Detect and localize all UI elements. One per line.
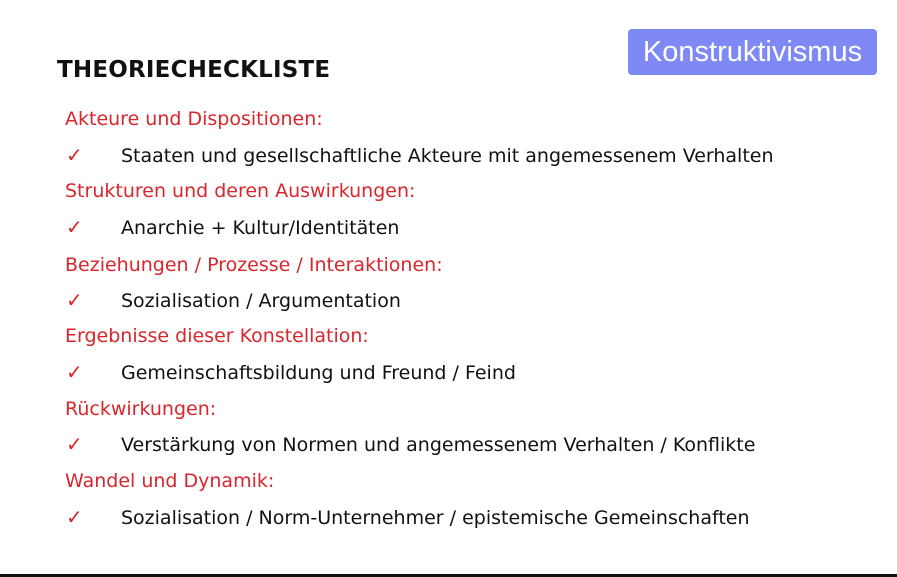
checklist-item-text: Sozialisation / Norm-Unternehmer / epistemische Gemeinschaften bbox=[121, 507, 750, 529]
check-icon: ✓ bbox=[66, 215, 83, 239]
section-heading-change: Wandel und Dynamik: bbox=[65, 470, 275, 492]
checklist-item-text: Sozialisation / Argumentation bbox=[121, 290, 401, 312]
check-icon: ✓ bbox=[66, 143, 83, 167]
check-icon: ✓ bbox=[66, 288, 83, 312]
checklist-item-text: Gemeinschaftsbildung und Freund / Feind bbox=[121, 362, 516, 384]
section-heading-actors: Akteure und Dispositionen: bbox=[65, 108, 323, 130]
section-heading-results: Ergebnisse dieser Konstellation: bbox=[65, 325, 369, 347]
checklist-item-text: Staaten und gesellschaftliche Akteure mit angemessenem Verhalten bbox=[121, 145, 774, 167]
section-heading-relations: Beziehungen / Prozesse / Interaktionen: bbox=[65, 254, 443, 276]
checklist-item-text: Anarchie + Kultur/Identitäten bbox=[121, 217, 400, 239]
page-title: THEORIECHECKLISTE bbox=[57, 57, 331, 83]
check-icon: ✓ bbox=[66, 432, 83, 456]
section-heading-feedback: Rückwirkungen: bbox=[65, 398, 217, 420]
check-icon: ✓ bbox=[66, 360, 83, 384]
topic-badge: Konstruktivismus bbox=[628, 29, 877, 75]
section-heading-structures: Strukturen und deren Auswirkungen: bbox=[65, 180, 416, 202]
checklist-item-text: Verstärkung von Normen und angemessenem Verhalten / Konflikte bbox=[121, 434, 756, 456]
check-icon: ✓ bbox=[66, 505, 83, 529]
